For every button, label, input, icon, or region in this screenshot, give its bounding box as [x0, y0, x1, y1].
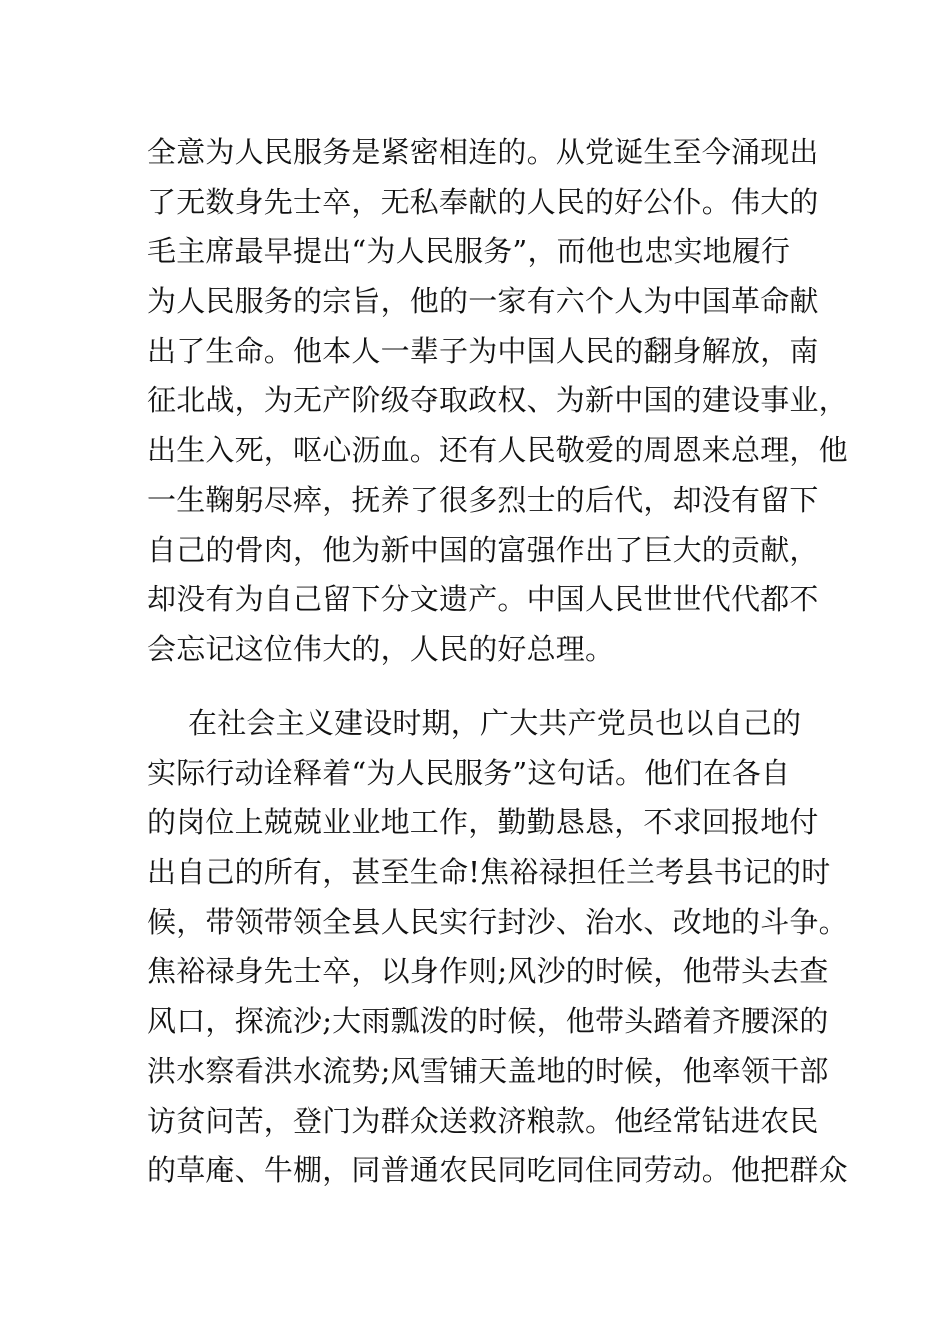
- paragraph-2: [147, 699, 848, 1196]
- paragraph-line: 的岗位上兢兢业业地工作，勤勤恳恳，不求回报地付: [147, 805, 819, 840]
- paragraph-line: 的草庵、牛棚，同普通农民同吃同住同劳动。他把群众: [147, 1153, 848, 1188]
- paragraph-line: 了无数身先士卒，无私奉献的人民的好公仆。伟大的: [147, 184, 819, 219]
- paragraph-line: 一生鞠躬尽瘁，抚养了很多烈士的后代，却没有留下: [147, 482, 819, 517]
- paragraph-first-line: 在社会主义建设时期，广大共产党员也以自己的: [188, 706, 802, 740]
- paragraph-line: 风口，探流沙;大雨瓢泼的时候，他带头踏着齐腰深的: [147, 1004, 829, 1039]
- paragraph-line: 候，带领带领全县人民实行封沙、治水、改地的斗争。: [147, 904, 848, 939]
- paragraph-line: 自己的骨肉，他为新中国的富强作出了巨大的贡献，: [147, 532, 819, 567]
- paragraph-line: 出生入死，呕心沥血。还有人民敬爱的周恩来总理，他: [147, 433, 848, 468]
- paragraph-1: [147, 128, 848, 675]
- paragraph-line: 却没有为自己留下分文遗产。中国人民世世代代都不: [147, 582, 819, 617]
- paragraph-line: 毛主席最早提出“为人民服务”，而他也忠实地履行: [147, 234, 791, 269]
- paragraph-line: 全意为人民服务是紧密相连的。从党诞生至今涌现出: [147, 135, 819, 169]
- paragraph-line: 为人民服务的宗旨，他的一家有六个人为中国革命献: [147, 284, 819, 319]
- paragraph-line: 会忘记这位伟大的，人民的好总理。: [147, 631, 615, 666]
- paragraph-line: 征北战，为无产阶级夺取政权、为新中国的建设事业，: [147, 383, 848, 418]
- paragraph-line: 实际行动诠释着“为人民服务”这句话。他们在各自: [147, 755, 791, 790]
- paragraph-line: 焦裕禄身先士卒，以身作则;风沙的时候，他带头去查: [147, 954, 829, 989]
- paragraph-line: 出自己的所有，甚至生命!焦裕禄担任兰考县书记的时: [147, 855, 831, 890]
- paragraph-line: 出了生命。他本人一辈子为中国人民的翻身解放，南: [147, 333, 819, 368]
- paragraph-line: 访贫问苦，登门为群众送救济粮款。他经常钻进农民: [147, 1103, 819, 1138]
- paragraph-line: 洪水察看洪水流势;风雪铺天盖地的时候，他率领干部: [147, 1053, 829, 1088]
